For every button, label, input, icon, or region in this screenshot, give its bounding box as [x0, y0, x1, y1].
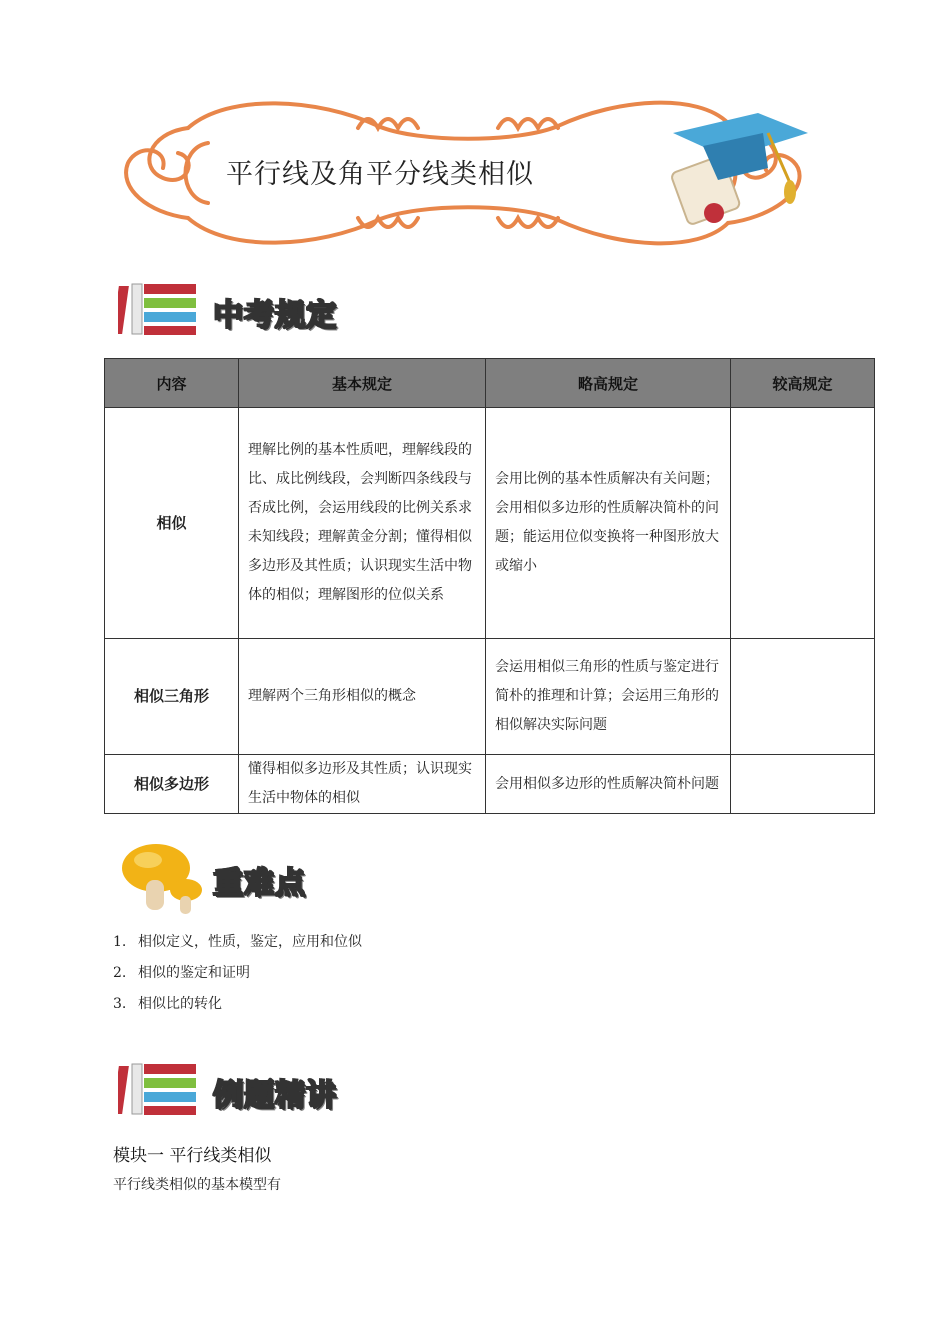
- books-icon: [118, 1058, 208, 1120]
- table-row: [105, 408, 875, 639]
- row-higher: [731, 639, 875, 755]
- mushroom-icon: [118, 840, 208, 920]
- module-title: 模块一 平行线类相似: [113, 1146, 272, 1166]
- column-header: 基本规定: [239, 359, 486, 408]
- row-higher: [731, 408, 875, 639]
- row-basic: 理解两个三角形相似的概念: [239, 639, 486, 755]
- row-slightly-higher: 会用相似多边形的性质解决简朴问题: [486, 755, 731, 814]
- table-row: [105, 755, 875, 814]
- list-number: 3.: [113, 996, 127, 1012]
- row-content: 相似多边形: [105, 755, 239, 814]
- table-header-row: [105, 359, 875, 408]
- row-basic: 理解比例的基本性质吧，理解线段的比、成比例线段，会判断四条线段与否成比例，会运用线段的比例关系求未知线段；理解黄金分割；懂得相似多边形及其性质；认识现实生活中物体的相似；理解图形的位似关系: [239, 408, 486, 639]
- section-header-examples: [118, 1058, 418, 1120]
- section-title: 中考规定: [213, 298, 337, 333]
- row-higher: [731, 755, 875, 814]
- section-header-key-points: [118, 840, 418, 902]
- module-text: 平行线类相似的基本模型有: [113, 1177, 281, 1193]
- row-content: 相似: [105, 408, 239, 639]
- list-item: [113, 989, 362, 1020]
- column-header: 内容: [105, 359, 239, 408]
- row-basic: 懂得相似多边形及其性质；认识现实生活中物体的相似: [239, 755, 486, 814]
- list-text: 相似定义，性质，鉴定，应用和位似: [138, 934, 362, 950]
- requirements-table: [104, 358, 875, 814]
- list-number: 1.: [113, 934, 127, 950]
- section-title: 重难点: [213, 866, 306, 901]
- list-item: [113, 927, 362, 958]
- list-text: 相似比的转化: [138, 996, 222, 1012]
- row-slightly-higher: 会运用相似三角形的性质与鉴定进行简朴的推理和计算；会运用三角形的相似解决实际问题: [486, 639, 731, 755]
- column-header: 略高规定: [486, 359, 731, 408]
- list-text: 相似的鉴定和证明: [138, 965, 250, 981]
- section-header-exam-requirements: [118, 278, 418, 340]
- row-slightly-higher: 会用比例的基本性质解决有关问题；会用相似多边形的性质解决简朴的问题；能运用位似变换将一种图形放大或缩小: [486, 408, 731, 639]
- books-icon: [118, 278, 208, 340]
- key-points-list: [113, 927, 362, 1020]
- page-title: 平行线及角平分线类相似: [226, 159, 534, 190]
- row-content: 相似三角形: [105, 639, 239, 755]
- list-number: 2.: [113, 965, 127, 981]
- graduation-cap-icon: [670, 113, 808, 226]
- list-item: [113, 958, 362, 989]
- table-row: [105, 639, 875, 755]
- column-header: 较高规定: [731, 359, 875, 408]
- section-title: 例题精讲: [213, 1078, 337, 1113]
